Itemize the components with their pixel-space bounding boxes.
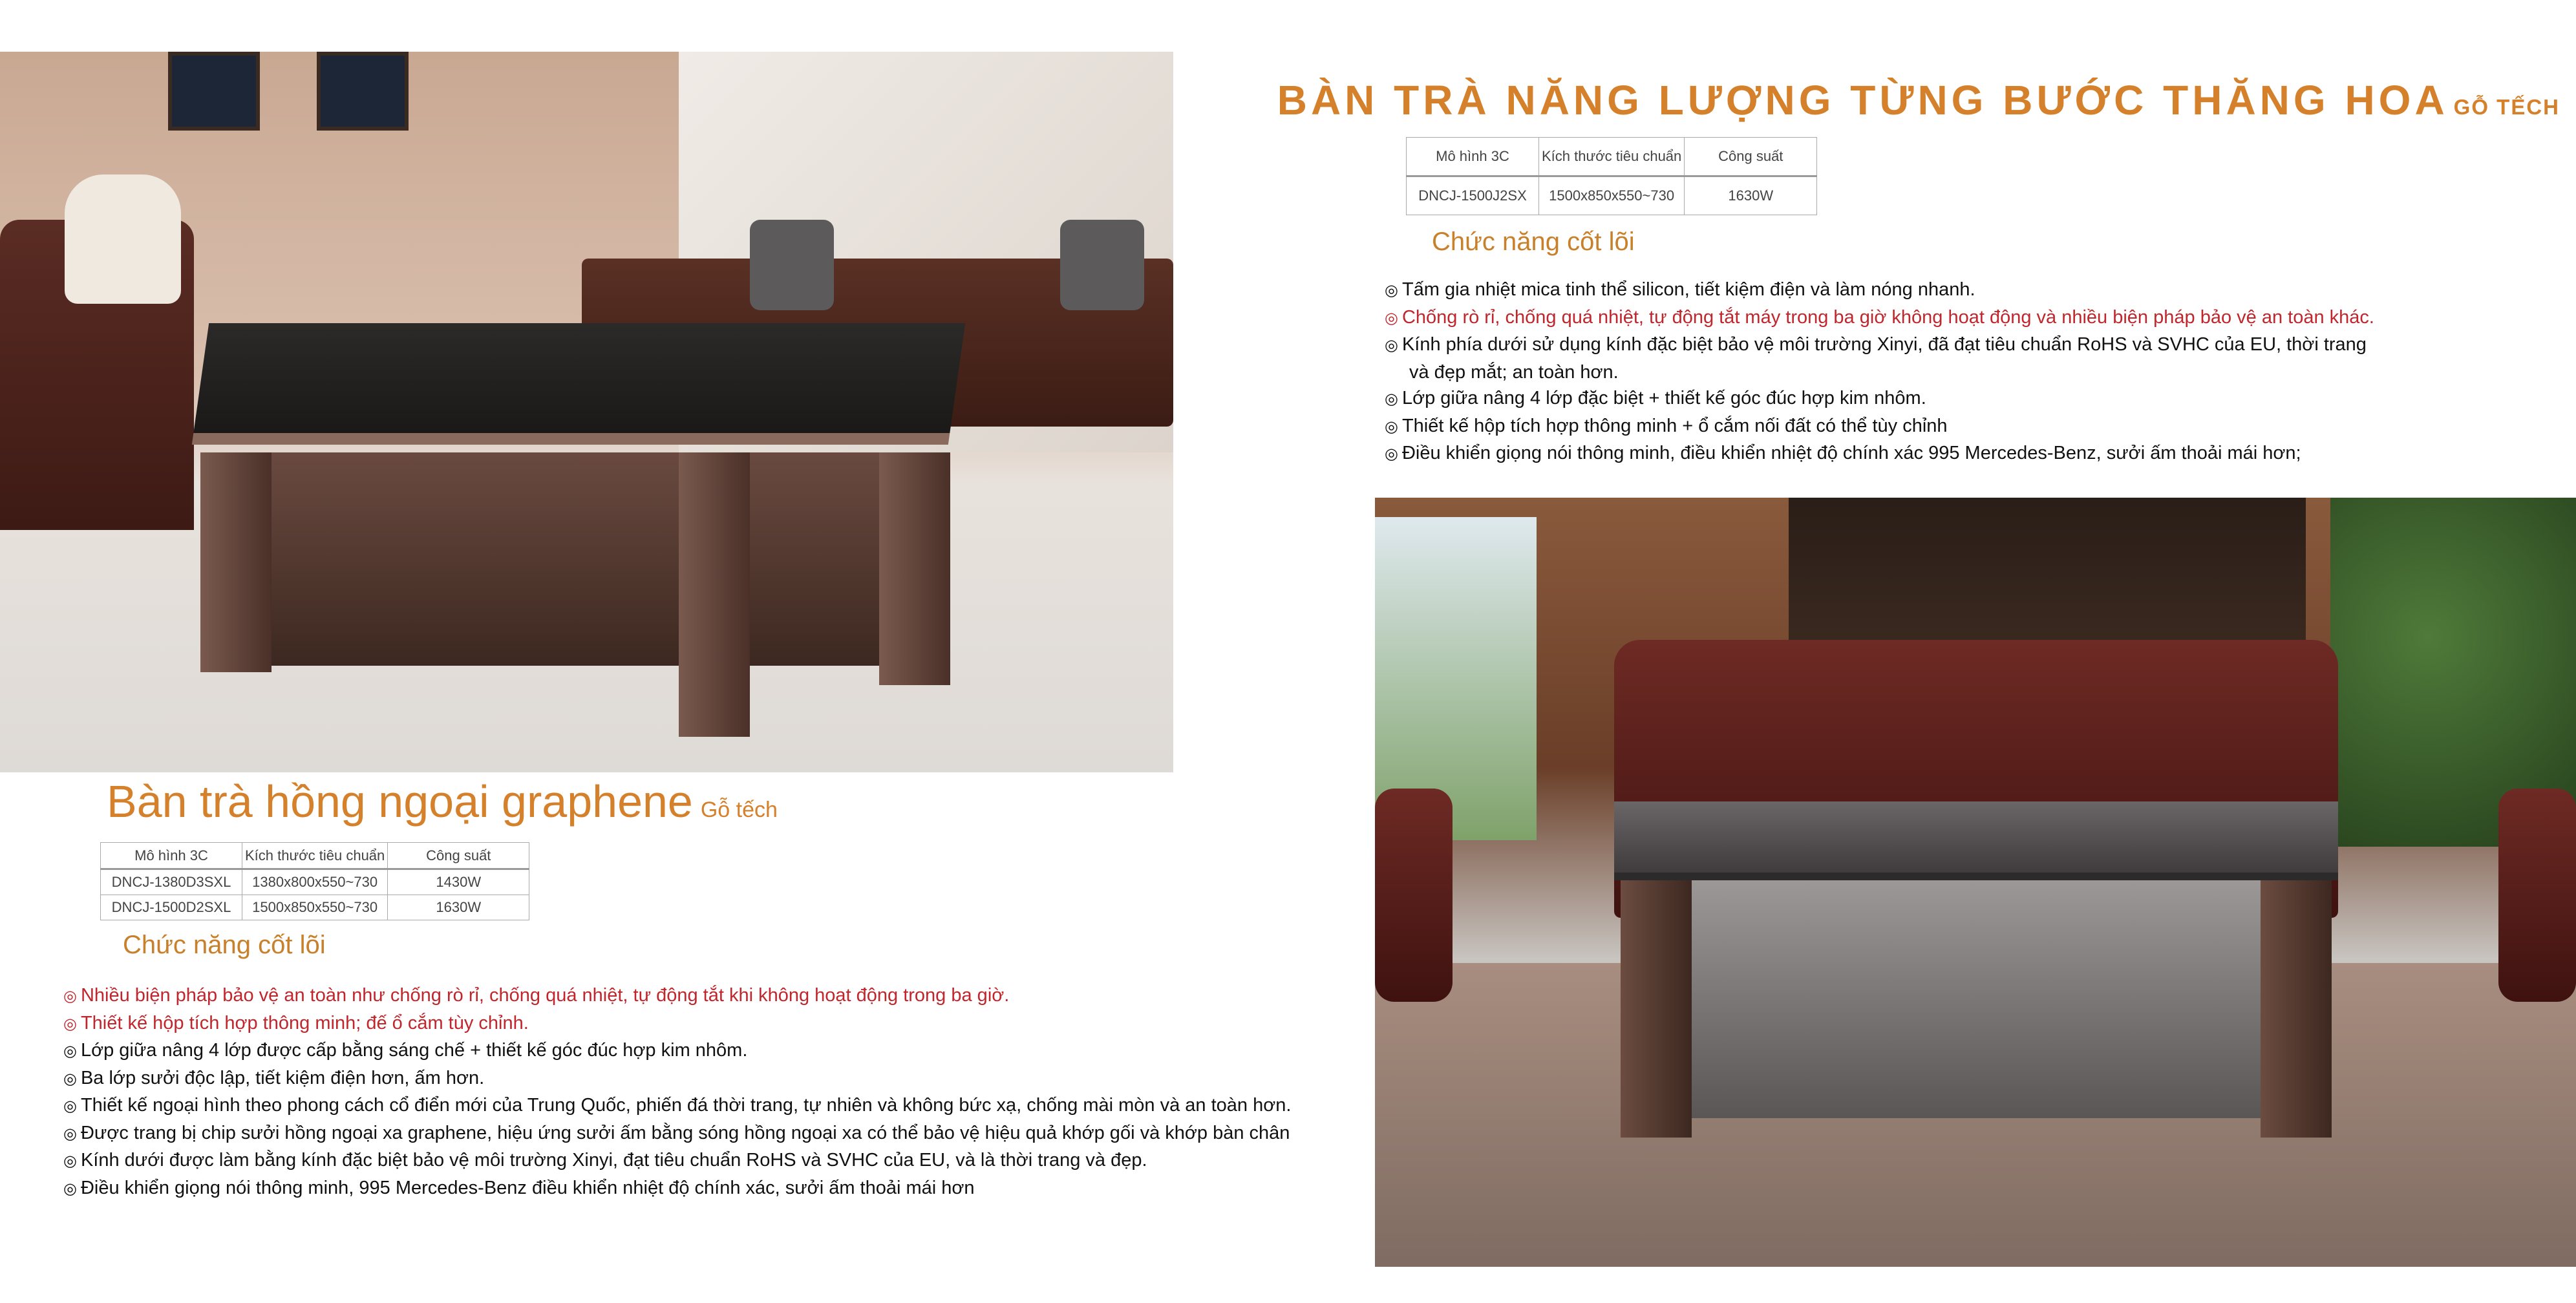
cushion xyxy=(750,220,834,310)
cushion xyxy=(1060,220,1144,310)
title-text: Bàn trà hồng ngoại graphene xyxy=(107,776,693,827)
feature-list xyxy=(63,982,1291,1202)
table-leg xyxy=(679,452,750,737)
cell-power: 1630W xyxy=(388,895,529,920)
bullet-icon: ◎ xyxy=(63,1125,77,1143)
armchair xyxy=(2498,789,2576,1002)
page-title xyxy=(1277,76,2560,124)
list-item: ◎ Nhiều biện pháp bảo vệ an toàn như chống rò rỉ, chống quá nhiệt, tự động tắt khi không hoạt động trong ba giờ. xyxy=(63,985,1010,1006)
list-item: ◎ Lớp giữa nâng 4 lớp đặc biệt + thiết kế góc đúc hợp kim nhôm. xyxy=(1385,388,1926,408)
header-model: Mô hình 3C xyxy=(101,843,242,869)
table-leg xyxy=(1621,879,1692,1138)
wall-art xyxy=(168,52,260,131)
wall-art xyxy=(317,52,409,131)
bullet-icon: ◎ xyxy=(63,988,77,1005)
bullet-icon: ◎ xyxy=(63,1070,77,1088)
table-leg xyxy=(879,452,950,685)
bullet-icon: ◎ xyxy=(63,1015,77,1033)
list-item: ◎ Điều khiển giọng nói thông minh, 995 Mercedes-Benz điều khiển nhiệt độ chính xác, sưởi ấm thoải mái hơn xyxy=(63,1177,975,1198)
product-photo-office xyxy=(1375,498,2576,1267)
bullet-icon: ◎ xyxy=(63,1097,77,1115)
title-material: GỖ TẾCH xyxy=(2453,95,2560,119)
cell-size: 1380x800x550~730 xyxy=(242,869,388,895)
tea-table-top xyxy=(1614,801,2338,880)
features-title: Chức năng cốt lõi xyxy=(123,931,326,959)
table-row xyxy=(101,869,529,895)
title-text: BÀN TRÀ NĂNG LƯỢNG TỪNG BƯỚC THĂNG HOA xyxy=(1277,77,2449,123)
cell-model: DNCJ-1380D3SXL xyxy=(101,869,242,895)
header-size: Kích thước tiêu chuẩn xyxy=(242,843,388,869)
bullet-icon: ◎ xyxy=(1385,282,1398,299)
cell-size: 1500x850x550~730 xyxy=(242,895,388,920)
header-model: Mô hình 3C xyxy=(1407,138,1539,176)
table-leg xyxy=(200,452,271,672)
cell-size: 1500x850x550~730 xyxy=(1539,176,1685,215)
bullet-icon: ◎ xyxy=(1385,337,1398,354)
list-item: ◎ Điều khiển giọng nói thông minh, điều khiển nhiệt độ chính xác 995 Mercedes-Benz, sưởi ấm thoải mái hơn; xyxy=(1385,443,2301,463)
cell-power: 1630W xyxy=(1685,176,1817,215)
bullet-icon: ◎ xyxy=(1385,418,1398,436)
cell-power: 1430W xyxy=(388,869,529,895)
spec-table xyxy=(1406,137,1817,215)
product-photo-living-room xyxy=(0,52,1173,772)
table-row xyxy=(1407,176,1817,215)
cell-model: DNCJ-1500D2SXL xyxy=(101,895,242,920)
bullet-icon: ◎ xyxy=(63,1043,77,1060)
bullet-icon: ◎ xyxy=(1385,445,1398,463)
product-title xyxy=(107,776,778,827)
features-title: Chức năng cốt lõi xyxy=(1432,228,1635,256)
bullet-icon: ◎ xyxy=(63,1152,77,1170)
tea-table-top xyxy=(192,323,965,445)
spec-table xyxy=(100,842,529,920)
bullet-icon: ◎ xyxy=(1385,390,1398,408)
title-material: Gỗ tếch xyxy=(700,798,778,822)
tea-table-body xyxy=(200,452,950,666)
list-item: ◎ Thiết kế ngoại hình theo phong cách cổ điển mới của Trung Quốc, phiến đá thời trang, tự nhiên và không bức xạ, chống mài mòn và an toàn hơn. xyxy=(63,1095,1292,1116)
header-power: Công suất xyxy=(388,843,529,869)
table-row xyxy=(101,895,529,920)
list-item: ◎ Kính phía dưới sử dụng kính đặc biệt bảo vệ môi trường Xinyi, đã đạt tiêu chuẩn RoHS và SVHC của EU, thời trang và đẹp mắt; an toàn hơn. xyxy=(1385,334,2367,383)
bullet-icon: ◎ xyxy=(1385,309,1398,327)
list-item: ◎ Tấm gia nhiệt mica tinh thể silicon, tiết kiệm điện và làm nóng nhanh. xyxy=(1385,279,1975,300)
feature-list xyxy=(1385,277,2374,468)
list-item: ◎ Được trang bị chip sưởi hồng ngoại xa graphene, hiệu ứng sưởi ấm bằng sóng hồng ngoại xa có thể bảo vệ hiệu quả khớp gối và khớp bàn chân xyxy=(63,1122,1290,1143)
table-leg xyxy=(2261,879,2332,1138)
list-item: ◎ Chống rò rỉ, chống quá nhiệt, tự động tắt máy trong ba giờ không hoạt động và nhiều biện pháp bảo vệ an toàn khác. xyxy=(1385,306,2374,328)
tea-table-body xyxy=(1646,879,2306,1118)
armchair-cushion xyxy=(65,175,181,304)
armchair xyxy=(1375,789,1453,1002)
list-item: ◎ Lớp giữa nâng 4 lớp được cấp bằng sáng chế + thiết kế góc đúc hợp kim nhôm. xyxy=(63,1040,748,1061)
list-item: ◎ Kính dưới được làm bằng kính đặc biệt bảo vệ môi trường Xinyi, đạt tiêu chuẩn RoHS và SVHC của EU, và là thời trang và đẹp. xyxy=(63,1150,1147,1171)
header-power: Công suất xyxy=(1685,138,1817,176)
list-item: ◎ Thiết kế hộp tích hợp thông minh; đế ổ cắm tùy chỉnh. xyxy=(63,1012,529,1033)
header-size: Kích thước tiêu chuẩn xyxy=(1539,138,1685,176)
list-item: ◎ Thiết kế hộp tích hợp thông minh + ổ cắm nối đất có thể tùy chỉnh xyxy=(1385,415,1948,436)
list-item: ◎ Ba lớp sưởi độc lập, tiết kiệm điện hơn, ấm hơn. xyxy=(63,1067,485,1088)
cell-model: DNCJ-1500J2SX xyxy=(1407,176,1539,215)
bullet-icon: ◎ xyxy=(63,1180,77,1198)
